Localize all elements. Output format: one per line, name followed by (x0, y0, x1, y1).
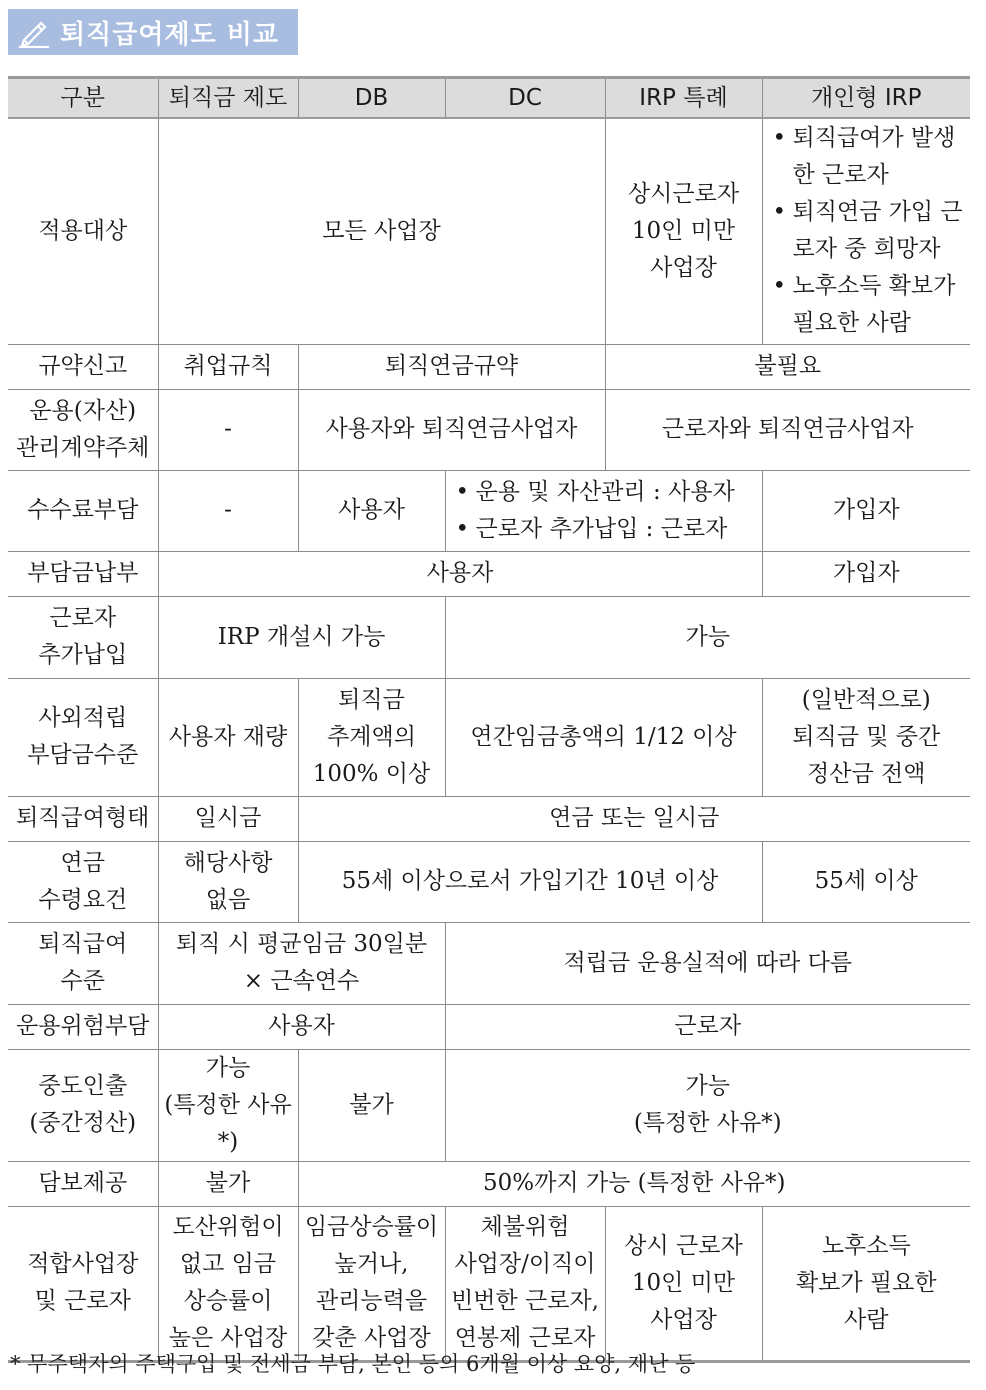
footnote: * 무주택자의 주택구입 및 전세금 부담, 본인 등의 6개월 이상 요양, 재난 등 (10, 1352, 696, 1376)
list-item: • 운용 및 자산관리 : 사용자 (450, 474, 758, 511)
cell: IRP 개설시 가능 (158, 596, 445, 678)
row-label: 수수료부담 (8, 470, 158, 551)
cell (762, 118, 970, 344)
list-item: • 근로자 추가납입 : 근로자 (450, 511, 758, 548)
list-item: • 퇴직급여가 발생한 근로자 (767, 120, 967, 194)
cell: - (158, 389, 298, 470)
table-row (8, 1004, 970, 1049)
list-item: • 노후소득 확보가 필요한 사람 (767, 268, 967, 342)
cell: 일시금 (158, 796, 298, 841)
cell: 사용자 (158, 551, 762, 596)
table-row (8, 118, 970, 344)
cell: 가입자 (762, 551, 970, 596)
cell: 사용자 재량 (158, 678, 298, 796)
cell: 가입자 (762, 470, 970, 551)
cell: (일반적으로) 퇴직금 및 중간 정산금 전액 (762, 678, 970, 796)
cell: 도산위험이 없고 임금 상승률이 높은 사업장 (158, 1206, 298, 1361)
cell: 상시근로자 10인 미만 사업장 (605, 118, 762, 344)
cell: 퇴직 시 평균임금 30일분 × 근속연수 (158, 922, 445, 1004)
section-title-bar (8, 9, 298, 55)
cell: 모든 사업장 (158, 118, 605, 344)
table-row (8, 344, 970, 389)
cell: 취업규칙 (158, 344, 298, 389)
table-row (8, 596, 970, 678)
cell: 근로자와 퇴직연금사업자 (605, 389, 970, 470)
cell: 상시 근로자 10인 미만 사업장 (605, 1206, 762, 1361)
cell: 연금 또는 일시금 (298, 796, 970, 841)
col-header: 개인형 IRP (762, 78, 970, 119)
row-label: 적용대상 (8, 118, 158, 344)
table-row (8, 1161, 970, 1206)
row-label: 적합사업장 및 근로자 (8, 1206, 158, 1361)
row-label: 중도인출 (중간정산) (8, 1049, 158, 1161)
cell: 가능 (445, 596, 970, 678)
row-label: 퇴직급여형태 (8, 796, 158, 841)
cell: - (158, 470, 298, 551)
cell: 가능 (특정한 사유*) (158, 1049, 298, 1161)
row-label: 운용(자산) 관리계약주체 (8, 389, 158, 470)
cell: 가능 (특정한 사유*) (445, 1049, 970, 1161)
row-label: 퇴직급여 수준 (8, 922, 158, 1004)
comparison-table (8, 76, 970, 1363)
table-row (8, 551, 970, 596)
cell: 사용자 (158, 1004, 445, 1049)
table-row (8, 678, 970, 796)
cell: 50%까지 가능 (특정한 사유*) (298, 1161, 970, 1206)
table-row (8, 796, 970, 841)
cell: 퇴직금 추계액의 100% 이상 (298, 678, 445, 796)
cell: 노후소득 확보가 필요한 사람 (762, 1206, 970, 1361)
cell: 퇴직연금규약 (298, 344, 605, 389)
table-row (8, 470, 970, 551)
cell: 근로자 (445, 1004, 970, 1049)
row-label: 규약신고 (8, 344, 158, 389)
table-row (8, 922, 970, 1004)
cell: 사용자 (298, 470, 445, 551)
table-row (8, 841, 970, 922)
cell (445, 470, 762, 551)
row-label: 연금 수령요건 (8, 841, 158, 922)
list-item: • 퇴직연금 가입 근로자 중 희망자 (767, 194, 967, 268)
cell: 불가 (158, 1161, 298, 1206)
row-label: 운용위험부담 (8, 1004, 158, 1049)
col-header: 구분 (8, 78, 158, 119)
cell: 불가 (298, 1049, 445, 1161)
row-label: 근로자 추가납입 (8, 596, 158, 678)
cell: 연간임금총액의 1/12 이상 (445, 678, 762, 796)
row-label: 부담금납부 (8, 551, 158, 596)
col-header: 퇴직금 제도 (158, 78, 298, 119)
page-title: 퇴직급여제도 비교 (60, 19, 279, 50)
cell: 불필요 (605, 344, 970, 389)
table-row (8, 389, 970, 470)
col-header: DB (298, 78, 445, 119)
row-label: 담보제공 (8, 1161, 158, 1206)
cell: 사용자와 퇴직연금사업자 (298, 389, 605, 470)
cell: 체불위험 사업장/이직이 빈번한 근로자, 연봉제 근로자 (445, 1206, 605, 1361)
cell: 55세 이상 (762, 841, 970, 922)
col-header: DC (445, 78, 605, 119)
row-label: 사외적립 부담금수준 (8, 678, 158, 796)
header-row (8, 78, 970, 119)
col-header: IRP 특례 (605, 78, 762, 119)
table-row (8, 1206, 970, 1361)
pencil-icon (8, 9, 60, 55)
cell: 적립금 운용실적에 따라 다름 (445, 922, 970, 1004)
cell: 임금상승률이 높거나, 관리능력을 갖춘 사업장 (298, 1206, 445, 1361)
cell: 해당사항 없음 (158, 841, 298, 922)
cell: 55세 이상으로서 가입기간 10년 이상 (298, 841, 762, 922)
table-row (8, 1049, 970, 1161)
